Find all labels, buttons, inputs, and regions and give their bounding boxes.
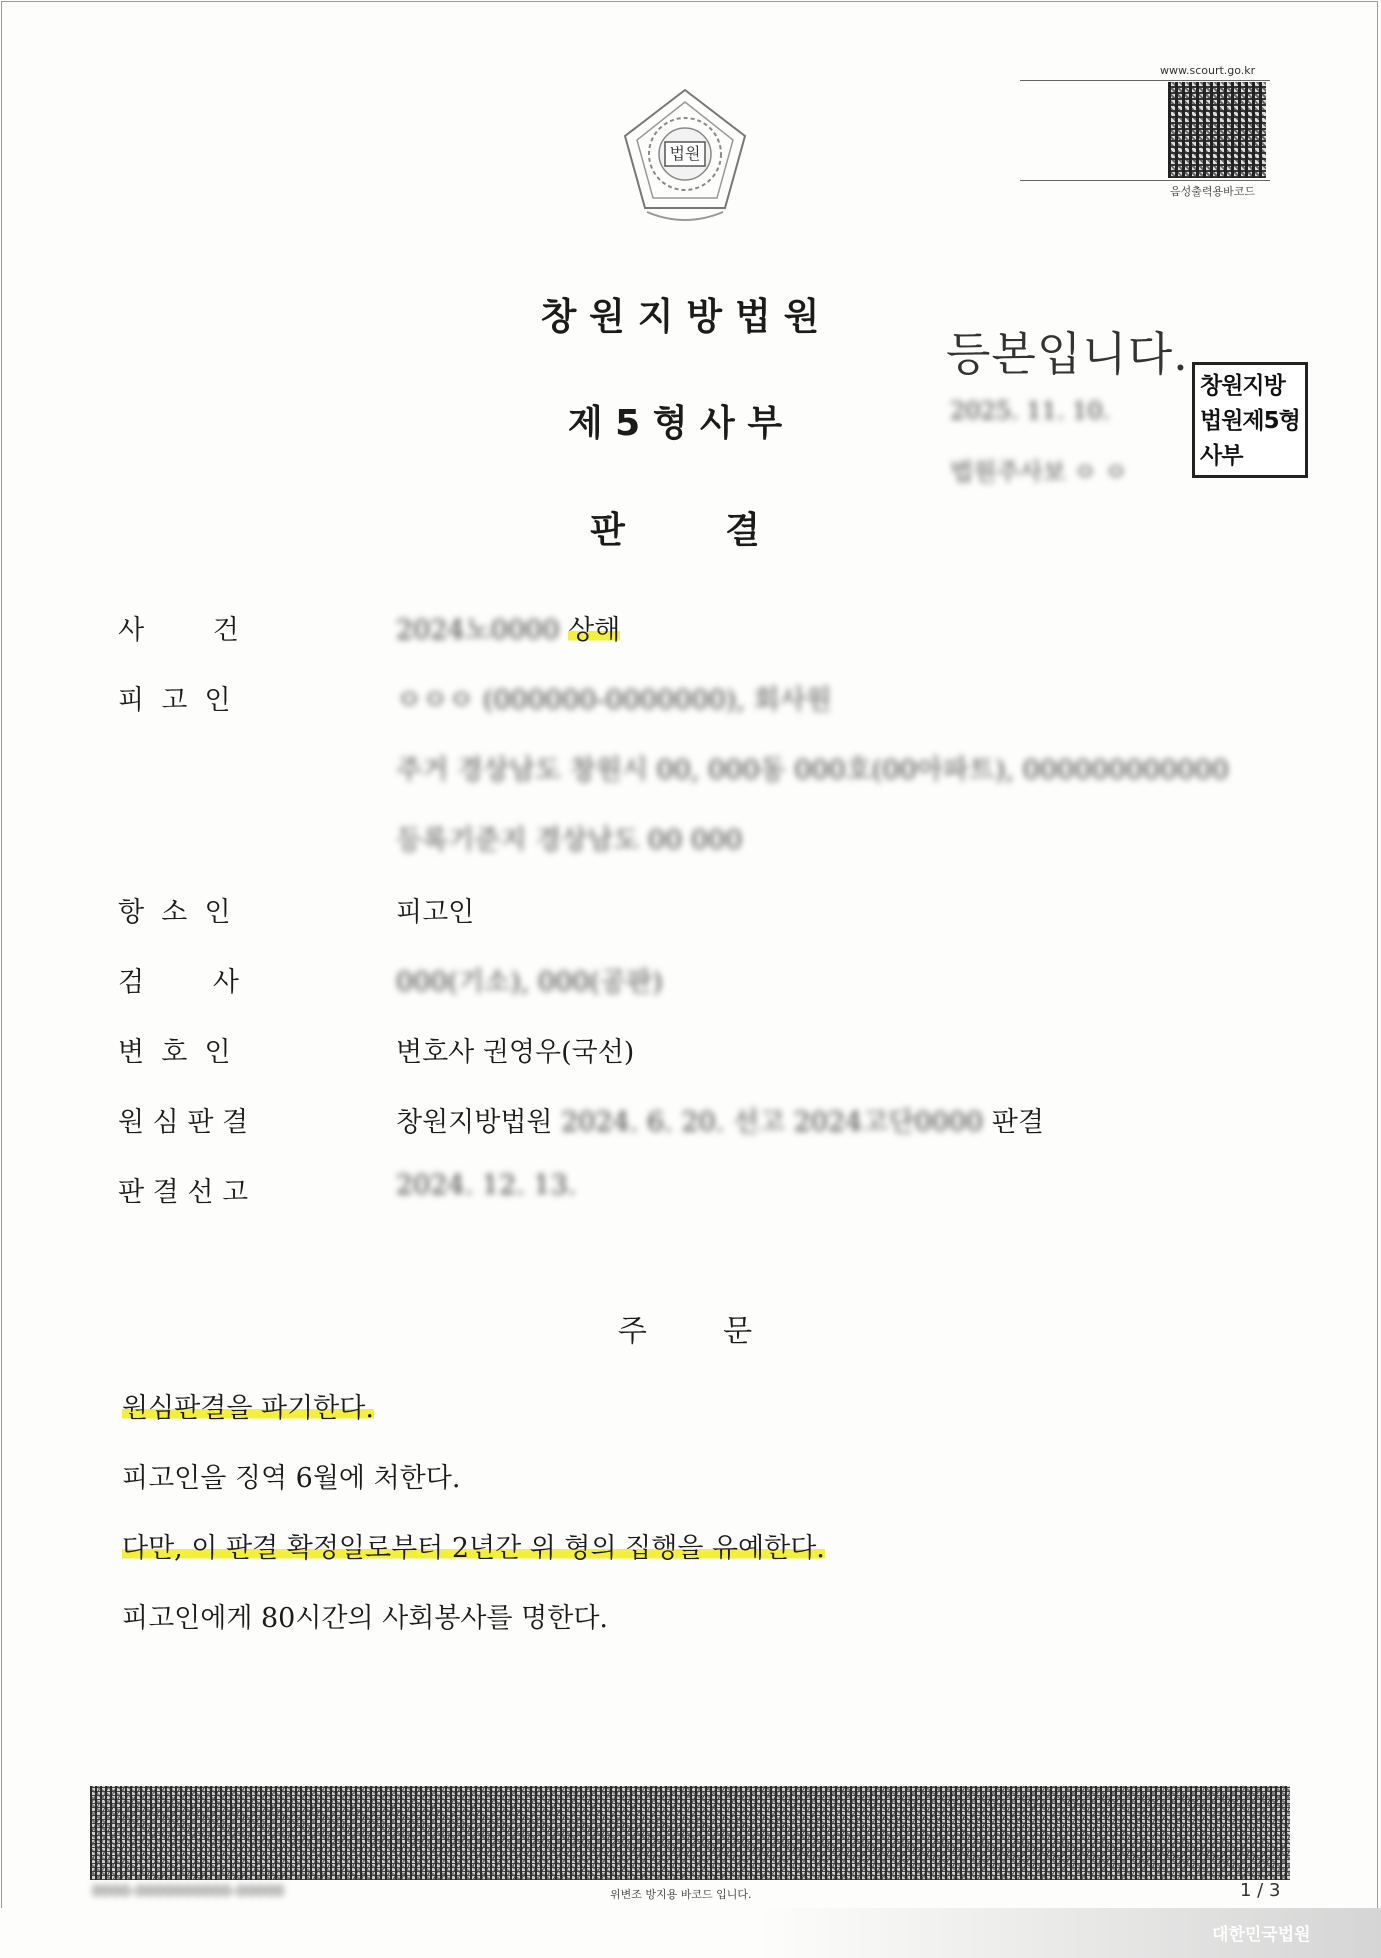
main-order-heading: 주 문 — [617, 1314, 753, 1349]
defendant-address: 주거 경상남도 창원시 00, 000동 000호(00아파트), 000000000000 — [396, 755, 1229, 786]
emblem-text: 법원 — [669, 144, 701, 163]
document-type: 판 결 — [590, 510, 760, 551]
field-label-defendant: 피 고 인 — [118, 685, 231, 716]
order-line-3 — [122, 1526, 825, 1565]
order-line-1 — [122, 1386, 374, 1425]
field-label-sentencing-date: 판 결 선 고 — [118, 1177, 249, 1208]
anti-forgery-barcode — [90, 1786, 1290, 1880]
field-label-counsel: 변 호 인 — [118, 1037, 231, 1068]
original-judgment-ref: 2024. 6. 20. 선고 2024고단0000 — [561, 1107, 984, 1138]
footer-watermark-band — [0, 1908, 1381, 1958]
barcode-caption: 위변조 방지용 바코드 입니다. — [610, 1888, 752, 1901]
order-line-4: 피고인에게 80시간의 사회봉사를 명한다. — [122, 1603, 608, 1634]
certified-copy-stamp: 등본입니다. — [946, 327, 1189, 381]
qr-url: www.scourt.go.kr — [1160, 64, 1256, 77]
field-label-appellant: 항 소 인 — [118, 897, 231, 928]
field-value-case — [396, 608, 620, 647]
appellant-value: 피고인 — [396, 897, 475, 928]
original-judgment-value — [396, 1100, 1044, 1139]
court-seal — [1192, 362, 1308, 478]
qr-rule-bottom — [1020, 180, 1270, 181]
prosecutor-value: 000(기소), 000(공판) — [396, 967, 663, 998]
court-emblem — [617, 84, 753, 230]
field-label-case: 사 건 — [118, 615, 239, 646]
field-label-original-judgment: 원 심 판 결 — [118, 1107, 249, 1138]
original-judgment-suffix: 판결 — [991, 1107, 1044, 1138]
counsel-value: 변호사 권영우(국선) — [396, 1037, 635, 1068]
order-text-1: 원심판결을 파기한다. — [122, 1393, 374, 1424]
document-serial: 0000-0000000000-00000 — [92, 1882, 285, 1900]
defendant-identity: ㅇㅇㅇ (000000-0000000), 회사원 — [396, 685, 832, 716]
defendant-registry: 등록기준지 경상남도 00 000 — [396, 825, 743, 856]
court-watermark: 대한민국법원 — [1212, 1925, 1311, 1945]
page-indicator: 1 / 3 — [1240, 1880, 1281, 1901]
qr-rule-top — [1020, 80, 1270, 81]
order-line-2: 피고인을 징역 6월에 처한다. — [122, 1463, 461, 1494]
case-name: 상해 — [568, 615, 621, 646]
certification-date: 2025. 11. 10. — [950, 397, 1111, 425]
sentencing-date-value: 2024. 12. 13. — [396, 1170, 577, 1201]
qr-caption: 음성출력용바코드 — [1170, 185, 1256, 198]
case-number: 2024노0000 — [396, 615, 560, 646]
certification-clerk: 법원주사보 ㅇ ㅇ — [950, 458, 1128, 486]
court-name: 창 원 지 방 법 원 — [540, 295, 820, 338]
voice-output-qr-code — [1168, 82, 1266, 178]
field-label-prosecutor: 검 사 — [118, 967, 239, 998]
order-text-3: 다만, 이 판결 확정일로부터 2년간 위 형의 집행을 유예한다. — [122, 1533, 825, 1564]
original-court: 창원지방법원 — [396, 1107, 553, 1138]
court-seal-text: 창원지방법원제5형사부 — [1200, 373, 1300, 469]
division-name: 제 5 형 사 부 — [567, 403, 783, 444]
